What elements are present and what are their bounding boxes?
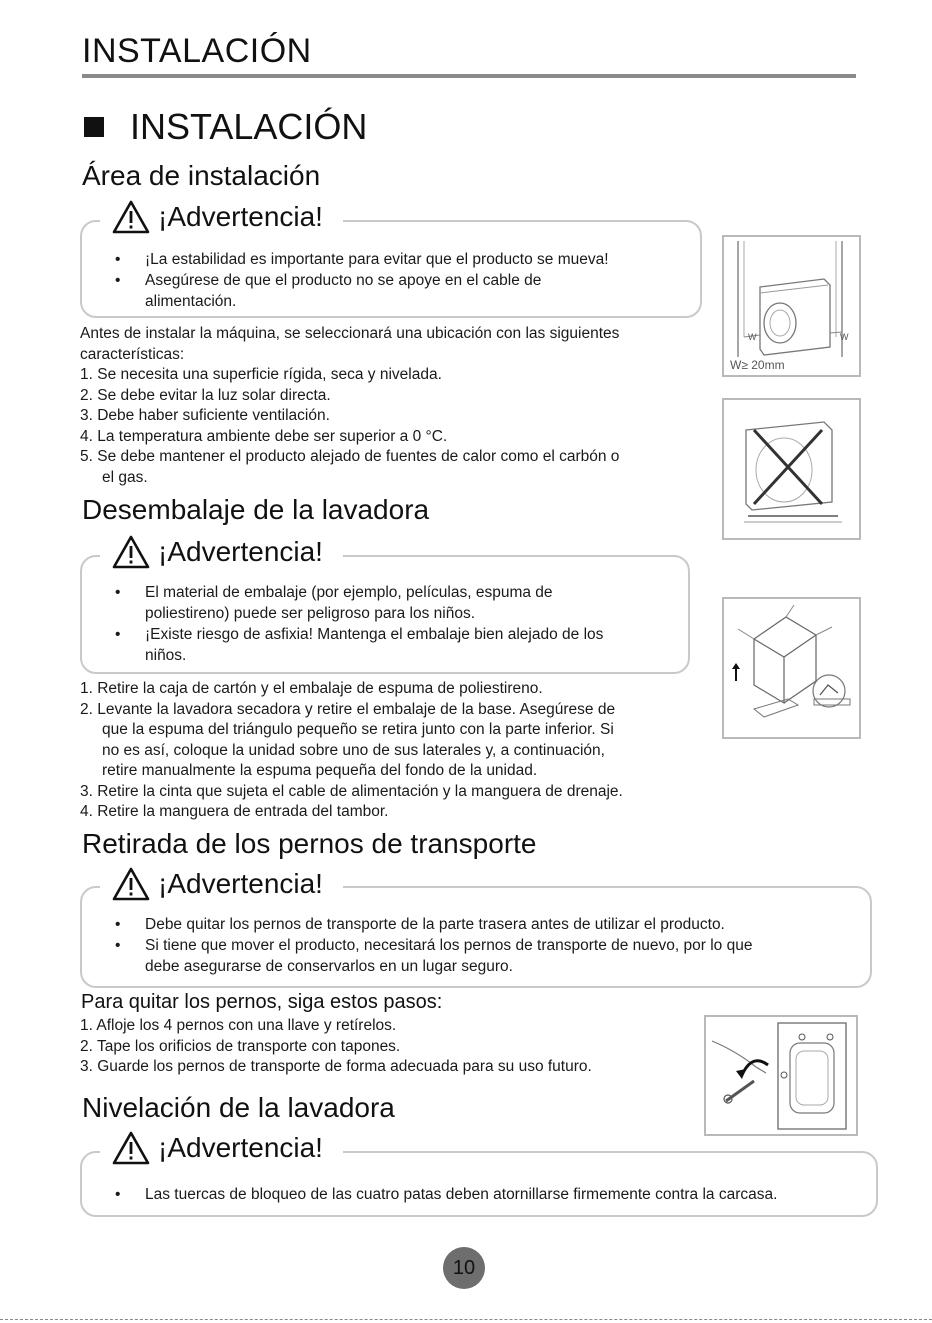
list-item-continued: no es así, coloque la unidad sobre uno de sus laterales y, a continuación, bbox=[102, 741, 605, 759]
figure-not-allowed bbox=[722, 398, 861, 540]
warning-title-level bbox=[100, 1131, 343, 1165]
main-title-text: INSTALACIÓN bbox=[130, 106, 368, 147]
list-item: 3. Debe haber suficiente ventilación. bbox=[80, 407, 330, 424]
list-item: 3. Retire la cinta que sujeta el cable de alimentación y la manguera de drenaje. bbox=[80, 782, 623, 800]
warning-triangle-icon bbox=[112, 867, 150, 901]
warning-item: • Asegúrese de que el producto no se apoye en el cable de bbox=[115, 272, 542, 289]
list-item-continued: que la espuma del triángulo pequeño se retira junto con la parte inferior. Si bbox=[102, 721, 614, 738]
area-intro: Antes de instalar la máquina, se seleccionará una ubicación con las siguientes características: 1. Se necesita una superficie rígida, seca y nivelada. 2. Se debe evitar la luz solar directa. 3. Debe haber suficiente ventilación. 4. La temperatura ambiente debe ser superior a 0 °C. 5. Se debe mantener el producto alejado de fuentes de calor como el carbón o el gas. bbox=[80, 324, 710, 488]
warning-item: • Si tiene que mover el producto, necesitará los pernos de transporte de nuevo, por lo que bbox=[115, 937, 753, 954]
warning-title-text: ¡Advertencia! bbox=[158, 201, 323, 232]
list-item: 4. Retire la manguera de entrada del tambor. bbox=[80, 803, 389, 820]
warning-item: • ¡Existe riesgo de asfixia! Mantenga el embalaje bien alejado de los bbox=[115, 626, 604, 643]
list-item: 1. Se necesita una superficie rígida, seca y nivelada. bbox=[80, 366, 442, 383]
list-item: 5. Se debe mantener el producto alejado de fuentes de calor como el carbón o bbox=[80, 448, 620, 465]
figure-bolt-removal bbox=[704, 1015, 858, 1136]
section-heading-unpack: Desembalaje de la lavadora bbox=[82, 494, 430, 525]
warning-item-continued: alimentación. bbox=[145, 293, 237, 310]
warning-item: • Debe quitar los pernos de transporte de la parte trasera antes de utilizar el producto. bbox=[115, 916, 725, 933]
list-item: 2. Tape los orificios de transporte con tapones. bbox=[80, 1037, 401, 1055]
warning-item-continued: poliestireno) puede ser peligroso para los niños. bbox=[145, 605, 476, 622]
list-item: 2. Levante la lavadora secadora y retire el embalaje de la base. Asegúrese de bbox=[80, 700, 616, 718]
list-item: 1. Afloje los 4 pernos con una llave y retírelos. bbox=[80, 1017, 397, 1034]
warning-item: • El material de embalaje (por ejemplo, películas, espuma de bbox=[115, 584, 553, 601]
list-item: 1. Retire la caja de cartón y el embalaje de espuma de poliestireno. bbox=[80, 680, 543, 697]
bolts-subheading: Para quitar los pernos, siga estos pasos: bbox=[81, 991, 443, 1013]
clearance-label: W≥ 20mm bbox=[730, 358, 785, 372]
page-header-title: INSTALACIÓN bbox=[82, 32, 312, 70]
warning-item-continued: niños. bbox=[145, 647, 187, 664]
section-heading-area: Área de instalación bbox=[82, 160, 321, 191]
warning-title-unpack bbox=[100, 535, 343, 569]
header-divider bbox=[82, 74, 856, 78]
list-item-continued: retire manualmente la espuma pequeña del fondo de la unidad. bbox=[102, 762, 538, 779]
warning-title-area bbox=[100, 200, 343, 234]
page-number: 10 bbox=[443, 1247, 485, 1289]
list-item: 2. Se debe evitar la luz solar directa. bbox=[80, 386, 331, 404]
unpack-steps bbox=[80, 679, 720, 823]
warning-title-text: ¡Advertencia! bbox=[158, 536, 323, 567]
figure-unpacking bbox=[722, 597, 861, 739]
list-item: 4. La temperatura ambiente debe ser superior a 0 °C. bbox=[80, 427, 448, 445]
main-title bbox=[84, 106, 367, 148]
list-item: 3. Guarde los pernos de transporte de forma adecuada para su uso futuro. bbox=[80, 1058, 592, 1075]
warning-item: • Las tuercas de bloqueo de las cuatro patas deben atornillarse firmemente contra la carcasa. bbox=[115, 1186, 778, 1203]
warning-title-bolts bbox=[100, 867, 343, 901]
bolts-steps bbox=[80, 1016, 700, 1078]
section-heading-bolts: Retirada de los pernos de transporte bbox=[82, 828, 537, 859]
square-bullet-icon bbox=[84, 117, 104, 137]
warning-title-text: ¡Advertencia! bbox=[158, 868, 323, 899]
svg-text:W: W bbox=[840, 332, 849, 342]
figure-clearance bbox=[722, 235, 861, 377]
warning-item: • ¡La estabilidad es importante para evitar que el producto se mueva! bbox=[115, 251, 609, 268]
warning-title-text: ¡Advertencia! bbox=[158, 1132, 323, 1163]
section-heading-level: Nivelación de la lavadora bbox=[82, 1092, 395, 1123]
list-item-continued: el gas. bbox=[102, 468, 148, 486]
page-cut-line bbox=[0, 1319, 932, 1320]
warning-triangle-icon bbox=[112, 535, 150, 569]
warning-item-continued: debe asegurarse de conservarlos en un lugar seguro. bbox=[145, 958, 513, 975]
svg-text:W: W bbox=[748, 332, 757, 342]
warning-triangle-icon bbox=[112, 1131, 150, 1165]
warning-triangle-icon bbox=[112, 200, 150, 234]
